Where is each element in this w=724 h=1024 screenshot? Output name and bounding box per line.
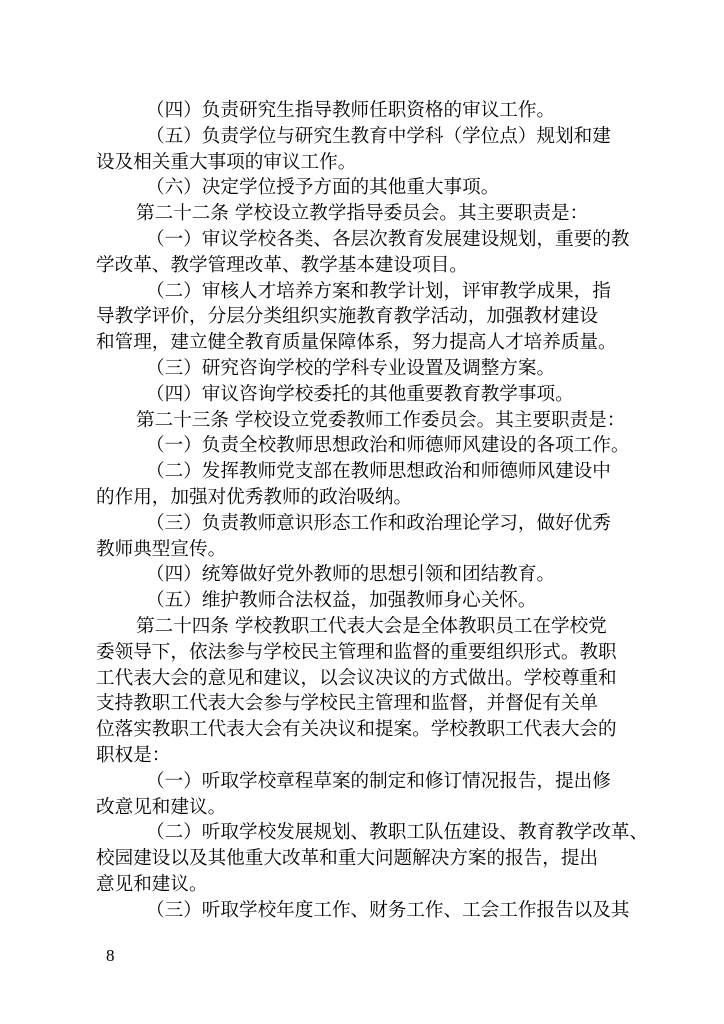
paragraph-line: （三）听取学校年度工作、财务工作、工会工作报告以及其 [146, 899, 630, 921]
paragraph-line: 学改革、教学管理改革、教学基本建设项目。 [96, 254, 468, 276]
paragraph-line: （四）审议咨询学校委托的其他重要教育教学事项。 [146, 383, 574, 405]
paragraph-line: 位落实教职工代表大会有关决议和提案。学校教职工代表大会的 [96, 719, 617, 741]
paragraph-line: （二）听取学校发展规划、教职工队伍建设、教育教学改革、 [146, 822, 649, 844]
paragraph-line: 教师典型宣传。 [96, 538, 227, 560]
paragraph-line: 意见和建议。 [96, 873, 208, 895]
paragraph-line: （四）负责研究生指导教师任职资格的审议工作。 [146, 100, 556, 121]
paragraph-line: 校园建设以及其他重大改革和重大问题解决方案的报告，提出 [96, 848, 599, 870]
article-heading-line: 第二十四条 学校教职工代表大会是全体教职员工在学校党 [136, 615, 607, 637]
paragraph-line: 支持教职工代表大会参与学校民主管理和监督，并督促有关单 [96, 693, 599, 715]
paragraph-line: 和管理，建立健全教育质量保障体系，努力提高人才培养质量。 [96, 332, 617, 354]
paragraph-line: （四）统筹做好党外教师的思想引领和团结教育。 [146, 564, 556, 586]
paragraph-line: （一）听取学校章程草案的制定和修订情况报告，提出修 [146, 770, 611, 792]
paragraph-line: （三）负责教师意识形态工作和政治理论学习，做好优秀 [146, 512, 611, 534]
paragraph-line: 改意见和建议。 [96, 796, 227, 818]
paragraph-line: 的作用，加强对优秀教师的政治吸纳。 [96, 486, 413, 508]
paragraph-line: 委领导下，依法参与学校民主管理和监督的重要组织形式。教职 [96, 641, 617, 663]
paragraph-line: 设及相关重大事项的审议工作。 [96, 151, 357, 173]
paragraph-line: 工代表大会的意见和建议，以会议决议的方式做出。学校尊重和 [96, 667, 617, 689]
page-number: 8 [106, 946, 115, 965]
paragraph-line: （六）决定学位授予方面的其他重大事项。 [146, 177, 500, 199]
document-body [96, 98, 649, 924]
paragraph-line: （三）研究咨询学校的学科专业设置及调整方案。 [146, 357, 556, 379]
paragraph-line: （二）审核人才培养方案和教学计划，评审教学成果，指 [146, 280, 611, 302]
paragraph-line: 职权是： [96, 744, 171, 766]
paragraph-line: （一）负责全校教师思想政治和师德师风建设的各项工作。 [146, 435, 630, 457]
article-heading-line: 第二十三条 学校设立党委教师工作委员会。其主要职责是： [136, 409, 626, 431]
paragraph-line: （一）审议学校各类、各层次教育发展建设规划，重要的教 [146, 228, 630, 250]
paragraph-line: （二）发挥教师党支部在教师思想政治和师德师风建设中 [146, 461, 611, 483]
paragraph-line: 导教学评价，分层分类组织实施教育教学活动，加强教材建设 [96, 306, 599, 328]
paragraph-line: （五）维护教师合法权益，加强教师身心关怀。 [146, 590, 537, 612]
paragraph-line: （五）负责学位与研究生教育中学科（学位点）规划和建 [146, 125, 611, 147]
article-heading-line: 第二十二条 学校设立教学指导委员会。其主要职责是： [136, 203, 589, 225]
